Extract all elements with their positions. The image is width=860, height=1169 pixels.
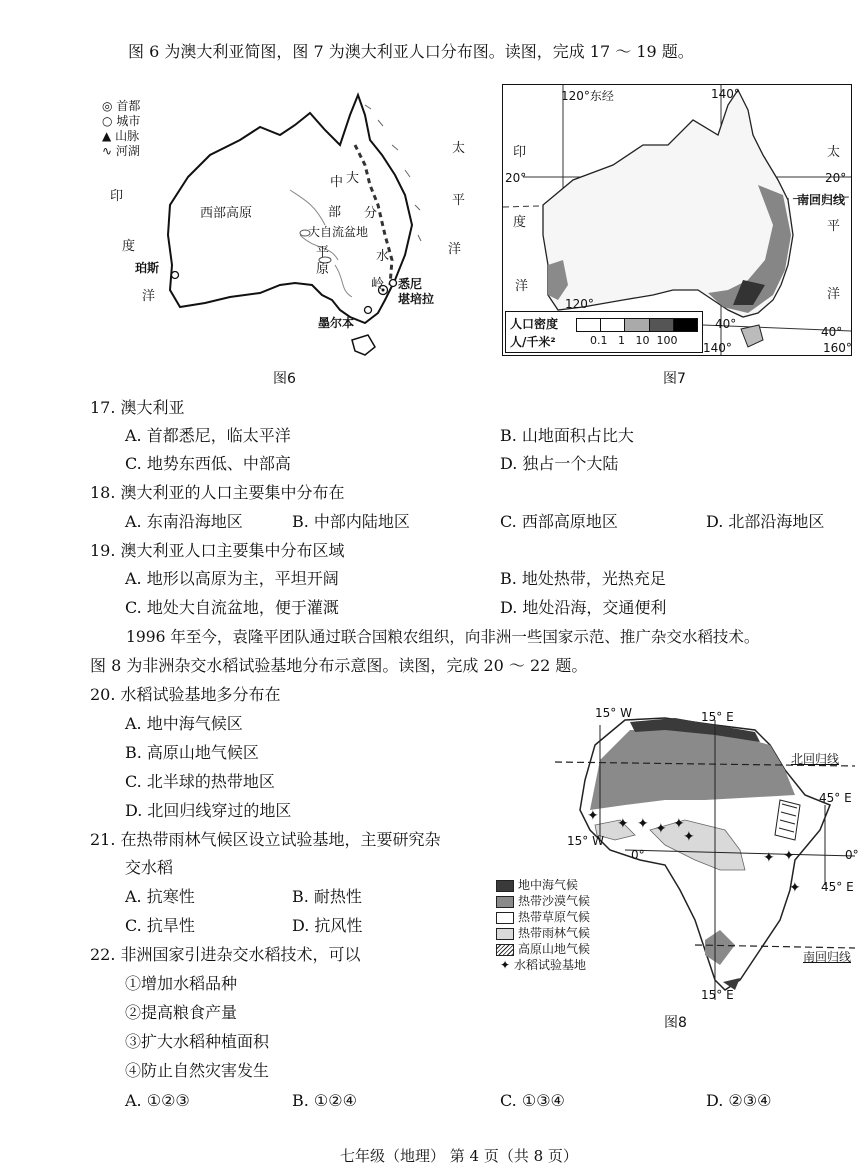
q21-stem-2: 交水稻 bbox=[125, 858, 174, 877]
central-plain-1: 中 bbox=[330, 175, 344, 190]
q18-option-d: D. 北部沿海地区 bbox=[706, 512, 825, 531]
density-legend-title: 人口密度 bbox=[510, 317, 559, 331]
rainforest-swatch bbox=[496, 928, 514, 940]
svg-text:✦: ✦ bbox=[783, 848, 795, 864]
fig8-w15-mid: 15° W bbox=[567, 834, 604, 848]
city-icon: ○ bbox=[102, 114, 113, 128]
fig8-tropic-north: 北回归线 bbox=[791, 752, 840, 766]
intro-text-1: 图 6 为澳大利亚简图，图 7 为澳大利亚人口分布图。读图，完成 17 ～ 19 题。 bbox=[128, 42, 694, 61]
fig6-label-yang2: 洋 bbox=[448, 242, 462, 257]
fig8-zero-left: 0° bbox=[631, 848, 645, 862]
figure-8-caption: 图8 bbox=[664, 1015, 687, 1031]
fig7-lat20: 20° bbox=[505, 171, 527, 185]
legend-med-label: 地中海气候 bbox=[518, 878, 579, 892]
fig8-e45-lower: 45° E bbox=[821, 880, 854, 894]
perth-label: 珀斯 bbox=[135, 261, 160, 275]
fig8-legend bbox=[496, 876, 656, 976]
fig8-tropic-south: 南回归线 bbox=[803, 950, 852, 964]
west-plateau-label: 西部高原 bbox=[200, 206, 253, 221]
q22-option-c: C. ①③④ bbox=[500, 1091, 565, 1110]
page-footer: 七年级（地理） 第 4 页（共 8 页） bbox=[340, 1147, 578, 1165]
svg-text:✦: ✦ bbox=[683, 829, 695, 845]
melbourne-label: 墨尔本 bbox=[318, 316, 355, 330]
q20-option-b: B. 高原山地气候区 bbox=[125, 743, 259, 762]
svg-text:✦: ✦ bbox=[587, 808, 599, 824]
fig7-lon160: 160° bbox=[823, 341, 852, 355]
legend-highland-label: 高原山地气候 bbox=[518, 942, 591, 956]
range-label-2: 分 bbox=[364, 206, 378, 221]
figure-6-caption: 图6 bbox=[273, 371, 296, 387]
q22-statement-3: ③扩大水稻种植面积 bbox=[125, 1032, 270, 1051]
q22-stem: 22. 非洲国家引进杂交水稻技术，可以 bbox=[90, 945, 361, 964]
central-plain-4: 原 bbox=[316, 262, 330, 277]
fig7-ocean-yin: 印 bbox=[513, 145, 527, 160]
q22-statement-4: ④防止自然灾害发生 bbox=[125, 1061, 270, 1080]
svg-text:✦: ✦ bbox=[673, 816, 685, 832]
fig7-ocean-tai: 太 bbox=[827, 145, 841, 160]
fig8-e15-bottom: 15° E bbox=[701, 988, 734, 1002]
q21-option-a: A. 抗寒性 bbox=[125, 887, 195, 906]
q19-option-c: C. 地处大自流盆地，便于灌溉 bbox=[125, 598, 339, 617]
fig7-ocean-du: 度 bbox=[513, 215, 527, 230]
q19-option-d: D. 地处沿海，交通便利 bbox=[500, 598, 667, 617]
fig7-lon140-bottom: 140° bbox=[703, 341, 732, 355]
q22-option-d: D. ②③④ bbox=[706, 1091, 772, 1110]
fig7-lon120-bottom: 120° bbox=[565, 297, 594, 311]
fig7-lon120: 120°东经 bbox=[561, 89, 614, 103]
svg-text:✦: ✦ bbox=[637, 816, 649, 832]
fig6-label-tai: 太 bbox=[452, 141, 466, 156]
basin-label: 大自流盆地 bbox=[308, 225, 369, 239]
med-swatch bbox=[496, 880, 514, 892]
q17-stem: 17. 澳大利亚 bbox=[90, 398, 185, 417]
sydney-label: 悉尼 bbox=[398, 277, 423, 291]
q17-option-d: D. 独占一个大陆 bbox=[500, 454, 619, 473]
fig7-tropic-label: 南回归线 bbox=[797, 193, 846, 207]
q21-option-c: C. 抗旱性 bbox=[125, 916, 195, 935]
fig6-label-ping: 平 bbox=[452, 193, 466, 208]
legend-rainforest-label: 热带雨林气候 bbox=[518, 926, 591, 940]
fig7-lat40-right: 40° bbox=[821, 325, 843, 339]
fig6-label-du: 度 bbox=[122, 239, 136, 254]
legend-capital-label: 首都 bbox=[116, 99, 141, 113]
range-label-1: 大 bbox=[346, 171, 360, 186]
fig7-lon140: 140° bbox=[711, 87, 740, 101]
figure-7-caption: 图7 bbox=[663, 371, 686, 387]
perth-city-icon bbox=[172, 272, 179, 279]
fig8-w15-top: 15° W bbox=[595, 706, 632, 720]
figure-7-map bbox=[502, 84, 852, 356]
q22-statement-1: ①增加水稻品种 bbox=[125, 974, 238, 993]
range-label-3: 水 bbox=[376, 249, 390, 264]
svg-text:✦: ✦ bbox=[617, 816, 629, 832]
density-legend-values: 0.1 1 10 100 bbox=[590, 334, 678, 347]
q18-option-b: B. 中部内陆地区 bbox=[292, 512, 410, 531]
q20-stem: 20. 水稻试验基地多分布在 bbox=[90, 685, 281, 704]
melbourne-city-icon bbox=[365, 307, 372, 314]
legend-city-label: 城市 bbox=[116, 114, 141, 128]
desert-swatch bbox=[496, 896, 514, 908]
fig7-ocean-ping: 平 bbox=[827, 219, 841, 234]
q21-stem-1: 21. 在热带雨林气候区设立试验基地，主要研究杂 bbox=[90, 830, 441, 849]
savanna-swatch bbox=[496, 912, 514, 924]
q17-option-b: B. 山地面积占比大 bbox=[500, 426, 634, 445]
q18-option-a: A. 东南沿海地区 bbox=[125, 512, 243, 531]
fig7-ocean-yang: 洋 bbox=[515, 279, 529, 294]
rice-base-icon: ✦ bbox=[499, 958, 511, 972]
legend-base-label: 水稻试验基地 bbox=[514, 958, 587, 972]
q19-stem: 19. 澳大利亚人口主要集中分布区域 bbox=[90, 541, 345, 560]
central-plain-3: 平 bbox=[316, 245, 330, 260]
q21-option-b: B. 耐热性 bbox=[292, 887, 362, 906]
q20-option-c: C. 北半球的热带地区 bbox=[125, 772, 275, 791]
australia-sketch-map bbox=[100, 85, 480, 360]
q18-stem: 18. 澳大利亚的人口主要集中分布在 bbox=[90, 483, 345, 502]
legend-mountain-label: 山脉 bbox=[115, 129, 140, 143]
q18-option-c: C. 西部高原地区 bbox=[500, 512, 618, 531]
fig7-ocean-yang2: 洋 bbox=[827, 287, 841, 302]
river-lake-icon: ∿ bbox=[102, 144, 113, 158]
fig6-label-yin: 印 bbox=[110, 189, 124, 204]
density-scale-bar bbox=[576, 318, 698, 332]
q19-option-a: A. 地形以高原为主，平坦开阔 bbox=[125, 569, 339, 588]
q20-option-a: A. 地中海气候区 bbox=[125, 714, 243, 733]
svg-text:✦: ✦ bbox=[789, 880, 801, 896]
intro-text-2a: 1996 年至今，袁隆平团队通过联合国粮农组织，向非洲一些国家示范、推广杂交水稻技术。 bbox=[126, 628, 760, 646]
q22-option-b: B. ①②④ bbox=[292, 1091, 357, 1110]
q22-option-a: A. ①②③ bbox=[125, 1091, 190, 1110]
svg-text:✦: ✦ bbox=[655, 821, 667, 837]
central-plain-2: 部 bbox=[328, 205, 342, 220]
q20-option-d: D. 北回归线穿过的地区 bbox=[125, 801, 292, 820]
fig8-e15-top: 15° E bbox=[701, 710, 734, 724]
q17-option-a: A. 首都悉尼，临太平洋 bbox=[125, 426, 291, 445]
highland-swatch bbox=[496, 944, 514, 956]
figure-6-map bbox=[100, 85, 480, 360]
fig8-zero-right: 0° bbox=[845, 848, 859, 862]
q22-statement-2: ②提高粮食产量 bbox=[125, 1003, 238, 1022]
mountain-icon: ▲ bbox=[102, 129, 112, 143]
fig8-e45: 45° E bbox=[819, 791, 852, 805]
legend-savanna-label: 热带草原气候 bbox=[518, 910, 591, 924]
q19-option-b: B. 地处热带，光热充足 bbox=[500, 569, 666, 588]
q21-option-d: D. 抗风性 bbox=[292, 916, 363, 935]
density-legend-unit: 人/千米² bbox=[510, 335, 556, 349]
legend-river-label: 河湖 bbox=[115, 144, 140, 158]
svg-text:✦: ✦ bbox=[763, 850, 775, 866]
fig7-density-legend bbox=[505, 311, 703, 353]
intro-text-2b: 图 8 为非洲杂交水稻试验基地分布示意图。读图，完成 20 ～ 22 题。 bbox=[90, 656, 588, 675]
fig7-lat20-right: 20° bbox=[825, 171, 847, 185]
canberra-label: 堪培拉 bbox=[398, 292, 435, 306]
fig6-label-yang: 洋 bbox=[142, 289, 156, 304]
sydney-city-icon bbox=[390, 280, 397, 287]
fig7-lat40: 40° bbox=[715, 317, 737, 331]
legend-desert-label: 热带沙漠气候 bbox=[518, 894, 591, 908]
capital-icon: ◎ bbox=[102, 99, 113, 113]
range-label-4: 岭 bbox=[371, 277, 385, 292]
q17-option-c: C. 地势东西低、中部高 bbox=[125, 454, 291, 473]
